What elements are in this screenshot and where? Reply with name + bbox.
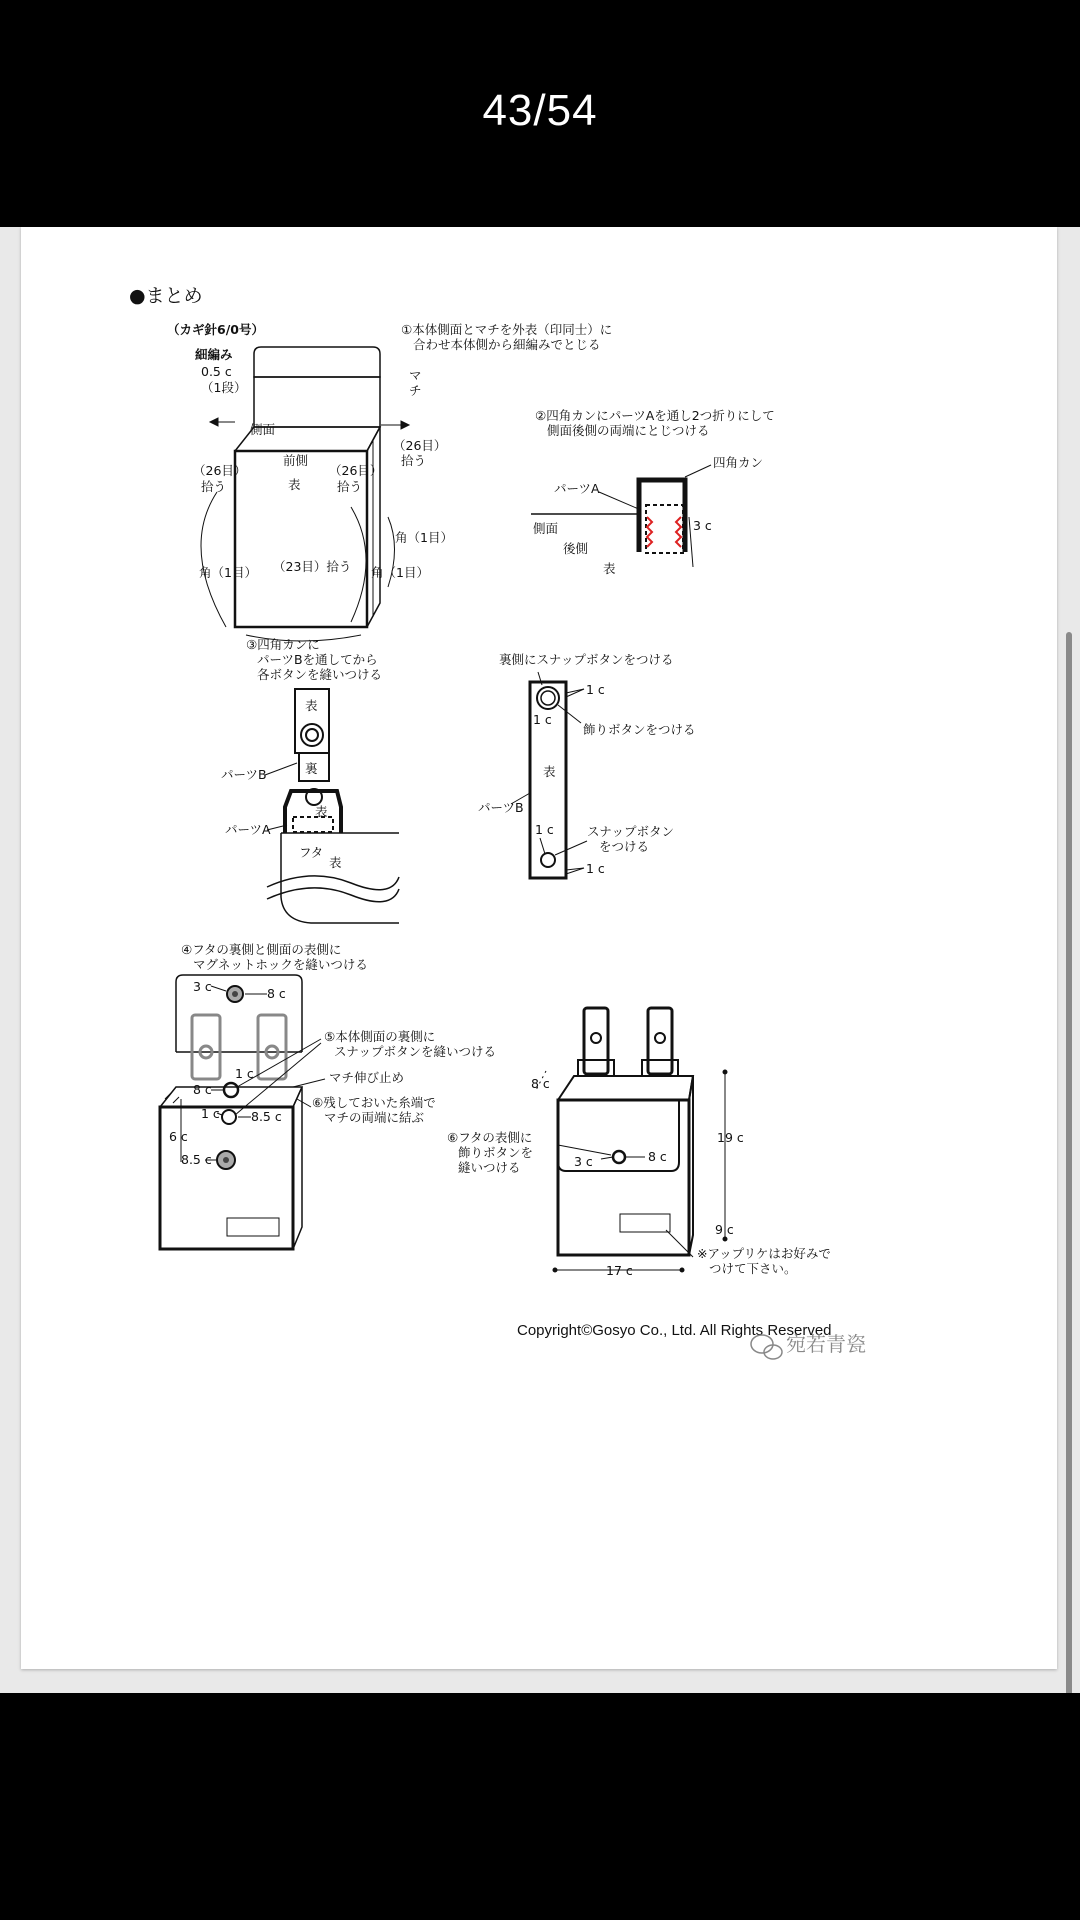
snap-back-label: 裏側にスナップボタンをつける [499, 652, 674, 667]
eight-cm-label-4: 8 c [648, 1149, 667, 1164]
step6-text-1: ⑥フタの表側に [447, 1130, 533, 1145]
pick-right: 拾う [401, 453, 427, 468]
eight-cm-label-1: 8 c [267, 986, 286, 1001]
eight5-cm-label-1: 8.5 c [251, 1109, 282, 1124]
snap-label-1: スナップボタン [587, 824, 675, 839]
part-b-label-2: パーツB [478, 800, 524, 815]
eight-cm-label-2: 8 c [193, 1082, 212, 1097]
flap-label: フタ [299, 845, 324, 860]
depth-label: 9 c [715, 1222, 734, 1237]
part-a-label-2: パーツA [225, 822, 271, 837]
applique-note-1: ※アップリケはお好みで [697, 1246, 831, 1261]
side-label-2: 側面 [533, 521, 559, 536]
deco-button-label: 飾りボタンをつける [583, 722, 696, 737]
gusset-label-1: マ [409, 368, 422, 383]
side-label: 側面 [250, 422, 276, 437]
document-viewer[interactable] [0, 227, 1080, 1693]
one-cm-label-6: 1 c [201, 1106, 220, 1121]
step2-text-1: ②四角カンにパーツAを通し2つ折りにして [535, 408, 775, 423]
document-page [21, 227, 1057, 1669]
inside-label: 裏 [305, 761, 318, 776]
one-row-label: （1段） [201, 380, 247, 395]
viewer-top-bar [0, 0, 1080, 227]
square-ring-label: 四角カン [713, 455, 764, 470]
page-counter: 43/54 [482, 86, 598, 135]
hook-size-label: （カギ針6/0号） [167, 322, 264, 337]
height-label: 19 c [717, 1130, 744, 1145]
half-cm-label: 0.5 c [201, 364, 232, 379]
applique-note-2: つけて下さい。 [709, 1261, 797, 1276]
one-cm-label-5: 1 c [235, 1066, 254, 1081]
outside-label-6: 表 [543, 764, 556, 779]
tie-text-2: マチの両端に結ぶ [324, 1110, 425, 1125]
pattern-diagram [21, 227, 1057, 1669]
back-label: 後側 [563, 541, 589, 556]
bottom-pick-label: （23目）拾う [273, 559, 352, 574]
corner-label-bottom: 角（1目） [371, 565, 429, 580]
three-cm-label: 3 c [693, 518, 712, 533]
pick-mid: 拾う [337, 479, 363, 494]
step6-text-2: 飾りボタンを [458, 1145, 534, 1160]
eight-cm-label-3: 8 c [531, 1076, 550, 1091]
pick26-left: （26目） [193, 463, 247, 478]
outside-label-4: 表 [315, 804, 328, 819]
step1-text-2: 合わせ本体側から細編みでとじる [413, 337, 601, 352]
step2-text-2: 側面後側の両端にとじつける [547, 423, 710, 438]
part-a-label: パーツA [554, 481, 600, 496]
step4-open-bag [160, 975, 325, 1249]
step3-text-1: ③四角カンに [246, 637, 320, 652]
step6-text-3: 縫いつける [458, 1160, 521, 1175]
corner-label-right: 角（1目） [395, 530, 453, 545]
step3-text-3: 各ボタンを縫いつける [257, 667, 383, 682]
gusset-stopper-label: マチ伸び止め [329, 1070, 405, 1085]
pick26-right: （26目） [393, 438, 447, 453]
single-crochet-label: 細編み [195, 347, 233, 362]
section-heading: ●まとめ [129, 285, 203, 307]
finished-bag [535, 1008, 727, 1272]
one-cm-label-3: 1 c [535, 822, 554, 837]
three-cm-label-2: 3 c [193, 979, 212, 994]
step3-strap-diagram [265, 689, 399, 923]
one-cm-label-4: 1 c [586, 861, 605, 876]
step4-text-2: マグネットホックを縫いつける [193, 957, 368, 972]
corner-label-left: 角（1目） [199, 565, 257, 580]
tie-text-1: ⑥残しておいた糸端で [312, 1095, 436, 1110]
three-cm-label-3: 3 c [574, 1154, 593, 1169]
step4-text-1: ④フタの裏側と側面の表側に [181, 942, 342, 957]
step1-text-1: ①本体側面とマチを外表（印同士）に [401, 322, 613, 337]
outside-label: 表 [288, 477, 301, 492]
step5-text-1: ⑤本体側面の裏側に [324, 1029, 436, 1044]
viewer-bottom-bar [0, 1693, 1080, 1920]
pick-left: 拾う [201, 479, 227, 494]
width-label: 17 c [606, 1263, 633, 1278]
step5-text-2: スナップボタンを縫いつける [334, 1044, 497, 1059]
one-cm-label-2: 1 c [533, 712, 552, 727]
outside-label-3: 表 [305, 698, 318, 713]
step3-text-2: パーツBを通してから [257, 652, 378, 667]
front-label: 前側 [283, 453, 309, 468]
one-cm-label-1: 1 c [586, 682, 605, 697]
snap-label-2: をつける [599, 839, 650, 854]
eight5-cm-label-2: 8.5 c [181, 1152, 212, 1167]
part-b-label: パーツB [221, 767, 267, 782]
outside-label-5: 表 [329, 855, 342, 870]
pick26-mid: （26目） [329, 463, 383, 478]
gusset-label-2: チ [409, 383, 422, 398]
six-cm-label: 6 c [169, 1129, 188, 1144]
watermark-text: 宛若青瓷 [786, 1332, 866, 1356]
outside-label-2: 表 [603, 561, 616, 576]
copyright-text: Copyright©Gosyo Co., Ltd. All Rights Reserved [517, 1322, 832, 1339]
